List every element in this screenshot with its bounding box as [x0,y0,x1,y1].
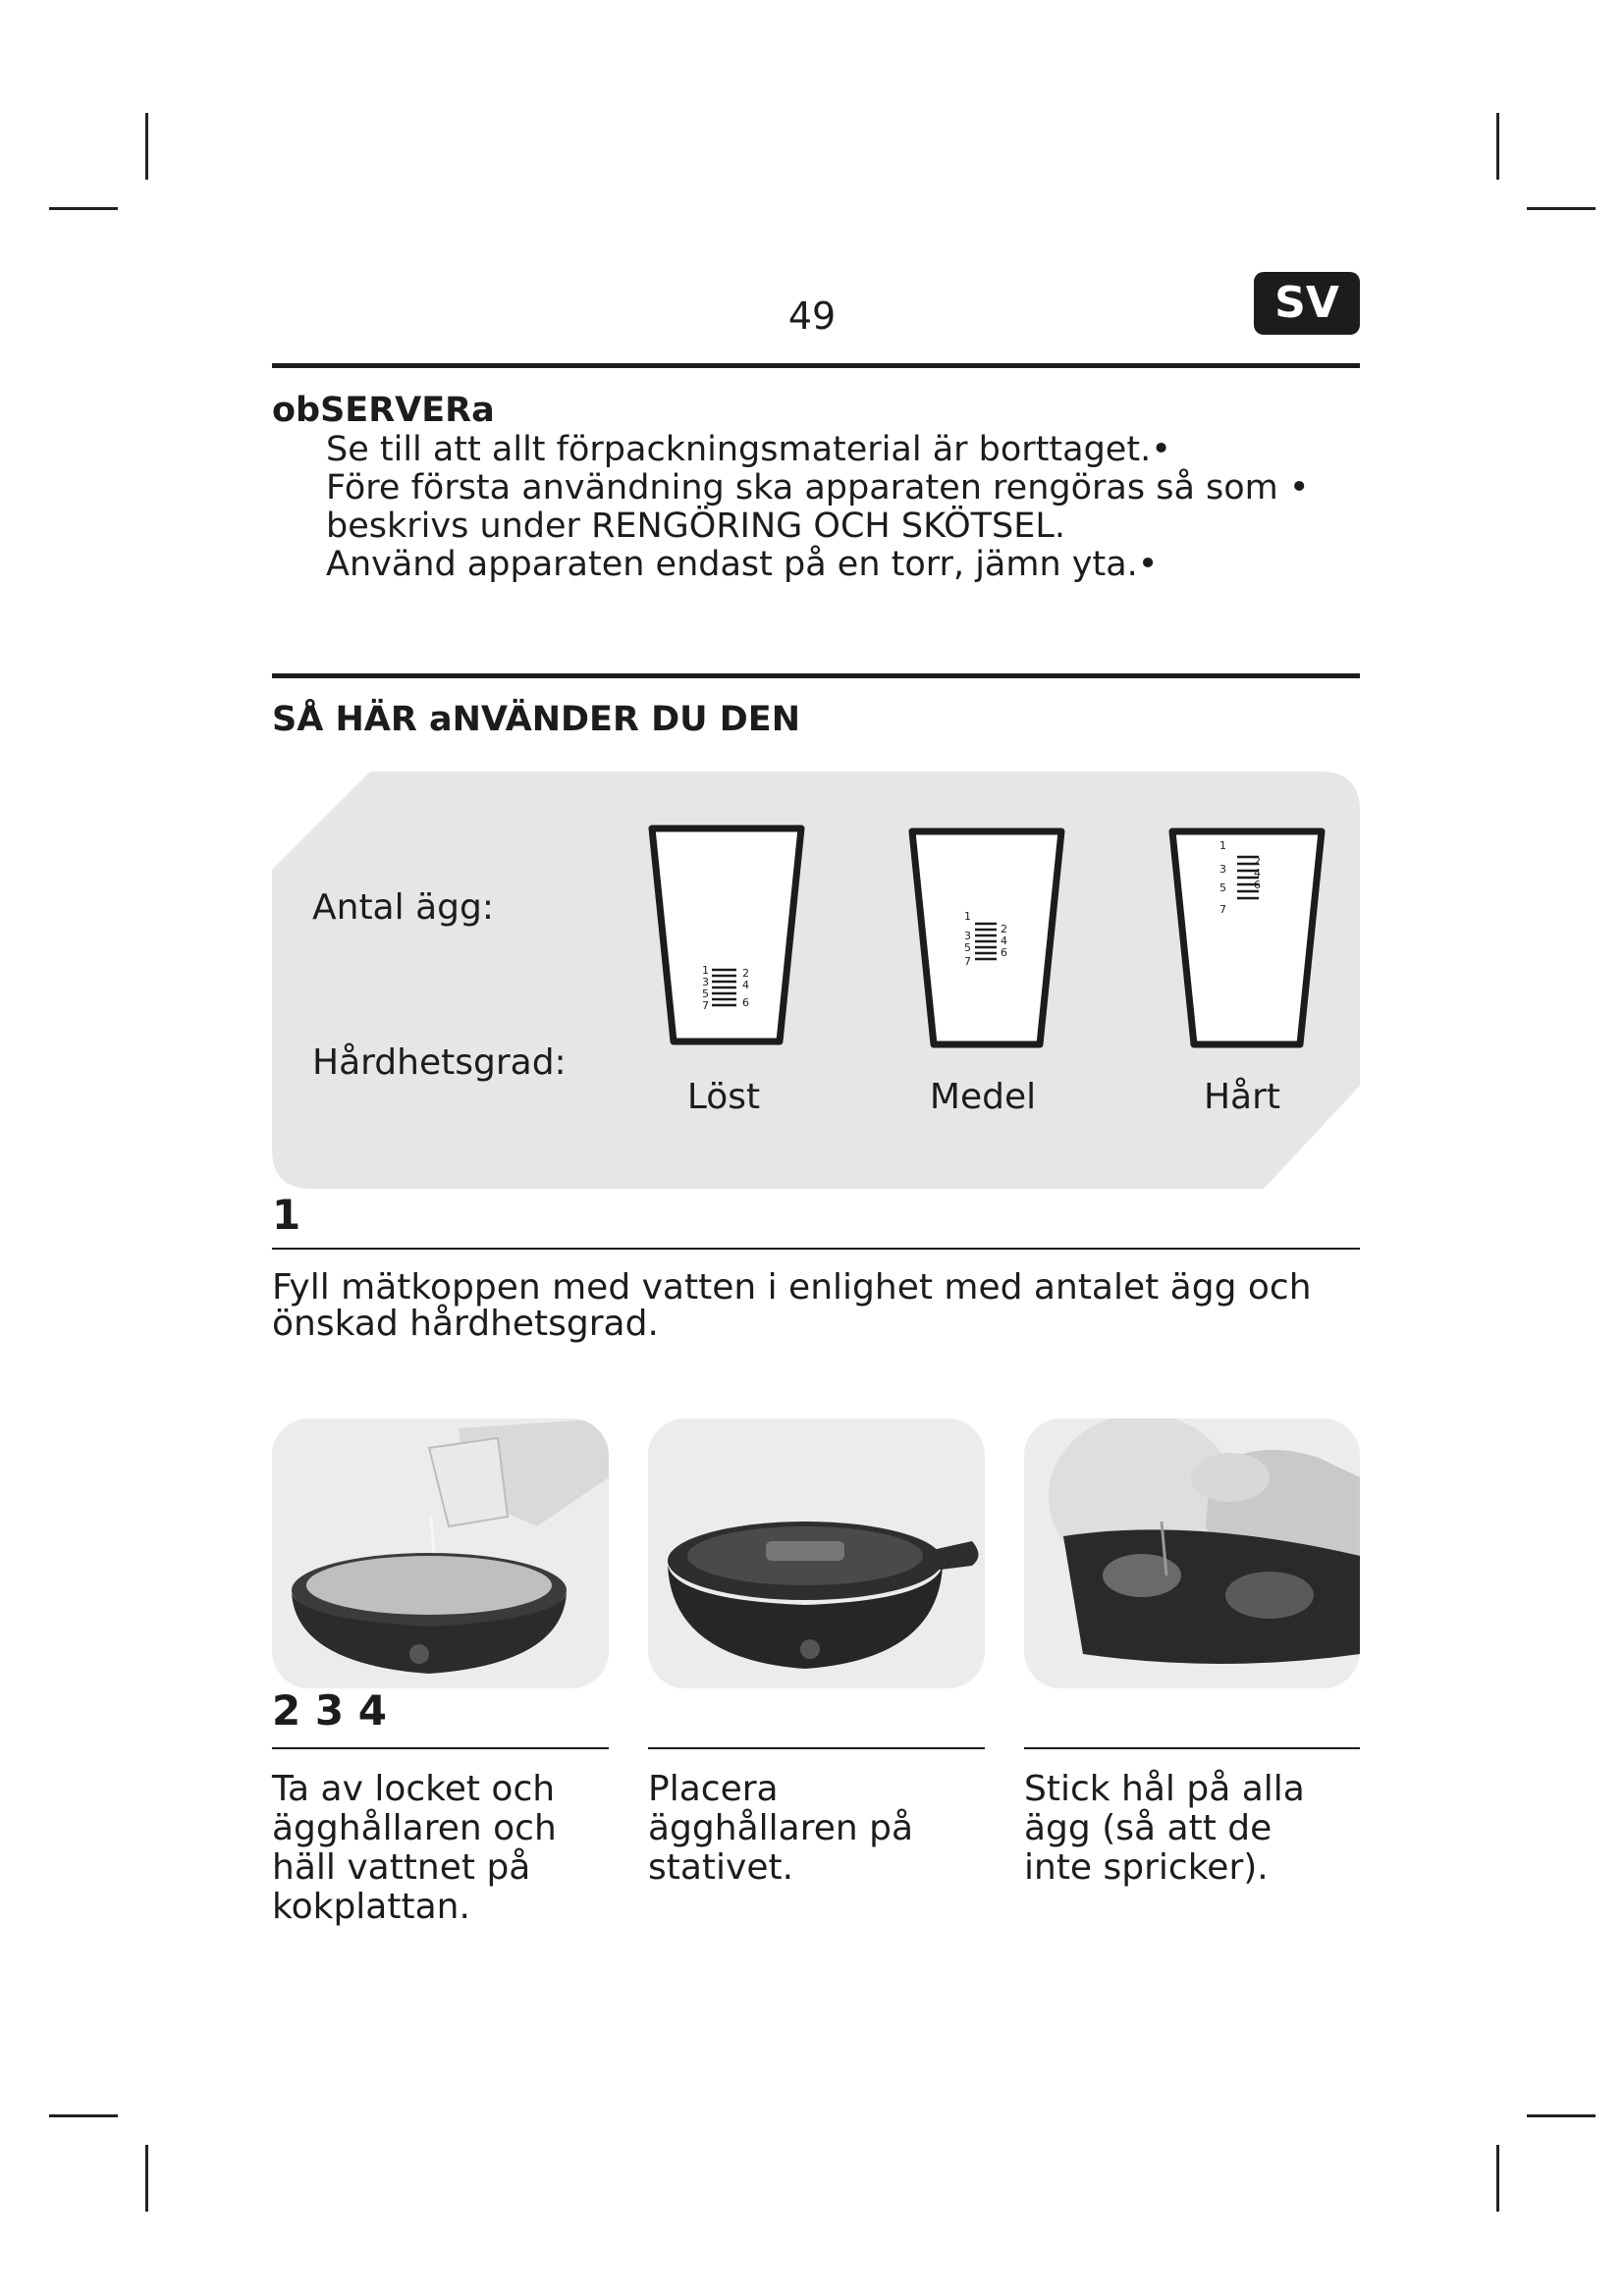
steps-2-3-4-number: 2 3 4 [272,1686,387,1735]
scale-mark: 6 [1254,879,1261,891]
scale-mark: 7 [964,955,971,968]
step-3-text: Placera ägghållaren på stativet. [648,1769,914,1888]
note-line: Använd apparaten endast på en torr, jämn yta.• [326,545,1159,584]
cup-label-medium: Medel [929,1077,1037,1117]
scale-mark: 3 [1219,863,1226,876]
photo-pour-water [272,1418,609,1688]
scale-mark: 1 [702,964,709,977]
cup-label-soft: Löst [686,1077,761,1117]
scale-mark: 7 [702,999,709,1012]
step-rule [1024,1747,1360,1749]
scale-mark: 4 [742,979,749,991]
measuring-cup-icon [908,828,1065,1048]
scale-mark: 2 [1254,855,1261,868]
crop-mark [1496,113,1499,180]
page-number: 49 [787,294,837,338]
crop-mark [145,2145,148,2212]
crop-mark [1527,207,1596,210]
scale-mark: 3 [702,976,709,988]
step-1-text: Fyll mätkoppen med vatten i enlighet med antalet ägg och önskad hårdhetsgrad. [272,1267,1312,1344]
crop-mark [49,207,118,210]
scale-mark: 3 [964,930,971,942]
measuring-cup-icon [1168,828,1326,1048]
note-heading: obSERVERa [272,391,495,430]
scale-mark: 4 [1001,934,1007,947]
step-rule [648,1747,985,1749]
step-rule [272,1747,609,1749]
scale-mark: 6 [742,996,749,1009]
language-badge: SV [1254,272,1360,335]
photo-pierce-eggs [1024,1418,1360,1688]
scale-mark: 6 [1001,946,1007,959]
scale-mark: 1 [964,910,971,923]
cup-label-hard: Hårt [1203,1077,1281,1117]
section-rule [272,673,1360,678]
scale-mark: 2 [742,967,749,980]
crop-mark [1527,2114,1596,2117]
scale-mark: 7 [1219,903,1226,916]
section-heading: SÅ HÄR aNVÄNDER DU DEN [272,700,801,739]
header-rule [272,363,1360,368]
step-1-number: 1 [272,1191,301,1239]
scale-mark: 5 [964,941,971,954]
step-4-text: Stick hål på alla ägg (så att de inte spricker). [1024,1769,1305,1888]
scale-mark: 5 [702,988,709,1000]
note-line: Före första användning ska apparaten rengöras så som • [326,468,1310,507]
step-1-rule [272,1248,1360,1250]
scale-mark: 1 [1219,839,1226,852]
note-line: Se till att allt förpackningsmaterial är borttaget.• [326,430,1171,469]
hardness-label: Hårdhetsgrad: [312,1042,567,1083]
scale-mark: 4 [1254,867,1261,880]
crop-mark [145,113,148,180]
crop-mark [49,2114,118,2117]
scale-mark: 2 [1001,923,1007,935]
scale-mark: 5 [1219,881,1226,894]
eggs-label: Antal ägg: [312,887,494,928]
step-2-text: Ta av locket och ägghållaren och häll vattnet på kokplattan. [272,1769,557,1927]
crop-mark [1496,2145,1499,2212]
note-line: beskrivs under RENGÖRING OCH SKÖTSEL. [326,507,1065,546]
photo-egg-holder-stand [648,1418,985,1688]
measuring-cup-icon [648,825,805,1045]
